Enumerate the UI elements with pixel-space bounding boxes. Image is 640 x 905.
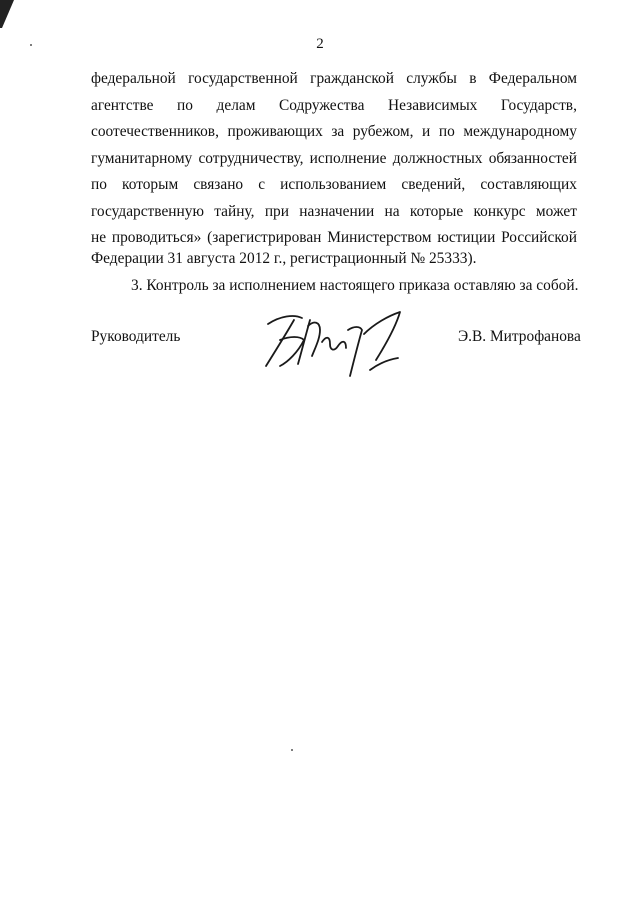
signer-title: Руководитель (91, 328, 181, 345)
body-word: государственную (91, 202, 204, 220)
body-word: должностных (392, 149, 483, 167)
body-word: с (258, 176, 266, 193)
body-word: федеральной (91, 70, 176, 87)
body-word: агентстве (91, 96, 154, 114)
body-word: назначении (299, 202, 375, 220)
body-word: Министерством (327, 229, 432, 246)
body-word: проводиться» (111, 229, 202, 246)
body-word: связано (193, 176, 244, 193)
scan-dot (291, 749, 293, 751)
body-line (91, 149, 577, 169)
signer-name: Э.В. Митрофанова (458, 328, 581, 345)
body-line (91, 202, 577, 222)
body-word: гражданской (310, 70, 394, 87)
body-word: Федеральном (488, 70, 577, 87)
body-word: в (469, 70, 477, 87)
body-word: гуманитарному (91, 149, 193, 167)
body-line (91, 228, 577, 248)
body-word: конкурс (473, 202, 526, 220)
body-word: рубежом, (352, 123, 414, 140)
body-word: службы (406, 70, 457, 87)
body-word: Российской (501, 229, 577, 246)
paragraph-item-3: 3. Контроль за исполнением настоящего приказа оставляю за собой. (131, 277, 579, 294)
body-word: по (438, 123, 455, 140)
body-word: может (535, 202, 577, 220)
body-word: которые (409, 202, 464, 220)
page-number: 2 (316, 36, 324, 52)
body-word: не (91, 229, 107, 246)
body-word: составляющих (480, 176, 577, 193)
body-word: Государств, (500, 96, 577, 114)
body-word: и (422, 123, 431, 140)
body-line (91, 69, 577, 89)
body-last-line: Федерации 31 августа 2012 г., регистрационный № 25333). (91, 250, 477, 267)
body-line (91, 96, 577, 116)
body-word: государственной (188, 70, 298, 87)
body-word: использованием (280, 176, 387, 193)
body-word: соотечественников, (91, 123, 219, 140)
body-word: за (331, 123, 345, 140)
page-corner-mark (0, 0, 14, 28)
body-word: сведений, (401, 176, 466, 193)
body-word: на (384, 202, 400, 220)
body-word: которым (122, 176, 179, 193)
handwritten-signature (250, 300, 410, 380)
body-word: международному (463, 123, 577, 140)
body-word: по (177, 96, 193, 114)
body-word: по (91, 176, 107, 193)
body-word: проживающих (227, 123, 323, 140)
body-word: исполнение (309, 149, 387, 167)
body-line (91, 175, 577, 195)
body-line (91, 122, 577, 142)
body-word: обязанностей (488, 149, 577, 167)
body-word: делам (216, 96, 256, 114)
body-word: Содружества (279, 96, 365, 114)
body-word: тайну, (214, 202, 255, 220)
body-word: юстиции (437, 229, 496, 246)
body-word: сотрудничеству, (198, 149, 304, 167)
body-word: при (264, 202, 289, 220)
body-word: (зарегистрирован (207, 229, 322, 246)
body-word: Независимых (387, 96, 478, 114)
